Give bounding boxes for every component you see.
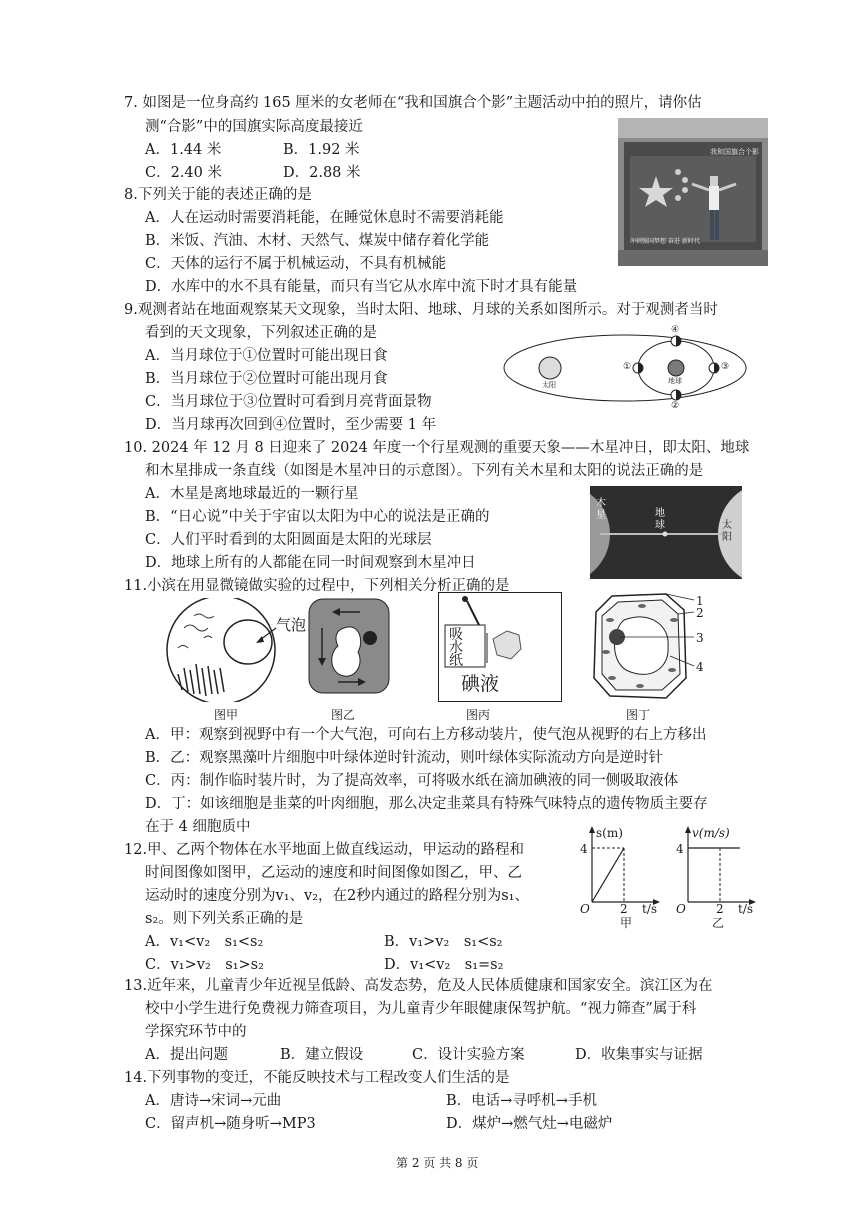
q13-stem-line2: 校中小学生进行免费视力筛查项目，为儿童青少年眼健康保驾护航。“视力筛查”属于科	[145, 1001, 697, 1017]
q14-option-d: D．煤炉→燃气灶→电磁炉	[446, 1116, 613, 1132]
moon-position-2: ②	[671, 401, 680, 411]
q12-stem-line1: 12.甲、乙两个物体在水平地面上做直线运动，甲运动的路程和	[124, 842, 525, 858]
graph-jia-origin: O	[580, 902, 590, 916]
cell-part-1: 1	[696, 594, 704, 608]
q10-stem-line1: 10. 2024 年 12 月 8 日迎来了 2024 年度一个行星观测的重要天象——木星冲日，即太阳、地球	[124, 440, 750, 456]
q14-stem: 14.下列事物的变迁，不能反映技术与工程改变人们生活的是	[124, 1070, 510, 1086]
cell-part-2: 2	[696, 606, 704, 620]
q7-option-c: C．2.40 米	[145, 165, 222, 181]
q11-option-c: C．丙：制作临时装片时，为了提高效率，可将吸水纸在滴加碘液的同一侧吸取液体	[145, 773, 679, 789]
orbit-diagram	[500, 325, 760, 415]
q12-option-a: A．v₁<v₂ s₁<s₂	[145, 934, 264, 950]
photo-caption: 我和国旗合个影	[710, 148, 759, 156]
q10-option-c: C．人们平时看到的太阳圆面是太阳的光球层	[145, 532, 432, 548]
q9-option-b: B．当月球位于②位置时可能出现月食	[145, 371, 388, 387]
image-earth-label: 地球	[655, 508, 665, 531]
q14-option-b: B．电话→寻呼机→手机	[446, 1093, 597, 1109]
q7-stem-line2: 测“合影”中的国旗实际高度最接近	[145, 119, 363, 135]
q8-option-a: A．人在运动时需要消耗能，在睡觉休息时不需要消耗能	[145, 210, 504, 226]
q9-stem-line1: 9.观测者站在地面观察某天文现象，当时太阳、地球、月球的关系如图所示。对于观测者当时	[124, 302, 718, 318]
q13-option-b: B．建立假设	[280, 1047, 364, 1063]
q13-stem-line3: 学探究环节中的	[145, 1024, 247, 1040]
q14-option-c: C．留声机→随身听→MP3	[145, 1116, 316, 1132]
q11-option-b: B．乙：观察黑藻叶片细胞中叶绿体逆时针流动，则叶绿体实际流动方向是逆时针	[145, 750, 664, 766]
q12-stem-line2: 时间图像如图甲，乙运动的速度和时间图像如图乙，甲、乙	[145, 865, 522, 881]
q8-stem: 8.下列关于能的表述正确的是	[124, 187, 312, 203]
jupiter-label: 木星	[596, 498, 606, 521]
q11-option-d-line1: D．丁：如该细胞是韭菜的叶肉细胞，那么决定韭菜具有特殊气味特点的遗传物质主要存	[145, 796, 708, 812]
q9-option-c: C．当月球位于③位置时可看到月亮背面景物	[145, 394, 432, 410]
q12-stem-line3: 运动时的速度分别为v₁、v₂，在2秒内通过的路程分别为s₁、	[145, 888, 529, 904]
graph-yi-xlabel: t/s	[738, 902, 754, 916]
graph-jia-caption: 甲	[620, 916, 633, 930]
page-footer: 第 2 页 共 8 页	[396, 1156, 479, 1170]
graph-yi-caption: 乙	[712, 916, 725, 930]
graph-yi-origin: O	[676, 902, 686, 916]
q10-stem-line2: 和木星排成一条直线（如图是木星冲日的示意图）。下列有关木星和太阳的说法正确的是	[145, 463, 704, 479]
q7-option-a: A．1.44 米	[145, 142, 222, 158]
graph-jia-ylabel: s(m)	[596, 826, 623, 840]
graph-jia-ytick-4: 4	[580, 842, 588, 856]
flag-photo	[618, 118, 768, 266]
q10-option-b: B．“日心说”中关于宇宙以太阳为中心的说法是正确的	[145, 509, 490, 525]
earth-label: 地球	[668, 377, 682, 385]
iodine-label: 碘液	[461, 673, 500, 695]
q11-option-d-line2: 在于 4 细胞质中	[145, 819, 251, 835]
q12-option-c: C．v₁>v₂ s₁>s₂	[145, 957, 264, 973]
q13-option-d: D．收集事实与证据	[575, 1047, 703, 1063]
figure-ding-plant-cell	[590, 590, 710, 702]
graph-jia-xtick-2: 2	[620, 902, 628, 916]
q13-stem-line1: 13.近年来，儿童青少年近视呈低龄、高发态势，危及人民体质健康和国家安全。滨江区为在	[124, 978, 713, 994]
q8-option-c: C．天体的运行不属于机械运动，不具有机械能	[145, 256, 447, 272]
graph-yi-ytick-4: 4	[676, 842, 684, 856]
paper-char-1: 吸	[449, 627, 463, 643]
cell-part-3: 3	[696, 631, 704, 645]
photo-bottom-text: 冲刺强国梦想 奋进 新时代	[630, 238, 700, 245]
figure-jia-microscope-view	[164, 598, 314, 702]
q9-stem-line2: 看到的天文现象，下列叙述正确的是	[145, 325, 377, 341]
sun-label: 太阳	[542, 381, 556, 389]
q7-option-b: B．1.92 米	[283, 142, 360, 158]
q9-option-a: A．当月球位于①位置时可能出现日食	[145, 348, 388, 364]
q10-option-a: A．木星是离地球最近的一颗行星	[145, 486, 359, 502]
graph-jia-xlabel: t/s	[642, 902, 658, 916]
figure-yi-cell	[308, 598, 390, 694]
q8-option-d: D．水库中的水不具有能量，而只有当它从水库中流下时才具有能量	[145, 279, 578, 295]
moon-position-4: ④	[671, 325, 680, 335]
q9-option-d: D．当月球再次回到④位置时，至少需要 1 年	[145, 417, 437, 433]
graph-yi-xtick-2: 2	[716, 902, 724, 916]
q11-option-a: A．甲：观察到视野中有一个大气泡，可向右上方移动装片，使气泡从视野的右上方移出	[145, 727, 707, 743]
q10-option-d: D．地球上所有的人都能在同一时间观察到木星冲日	[145, 555, 476, 571]
q11-stem: 11.小滨在用显微镜做实验的过程中，下列相关分析正确的是	[124, 578, 510, 594]
q14-option-a: A．唐诗→宋词→元曲	[145, 1093, 282, 1109]
q12-option-d: D．v₁<v₂ s₁=s₂	[384, 957, 504, 973]
graph-yi-ylabel: v(m/s)	[692, 826, 730, 840]
paper-char-3: 纸	[449, 653, 463, 669]
moon-position-1: ①	[623, 362, 632, 372]
figure-yi-caption: 图乙	[331, 708, 356, 722]
graph-jia-s-t	[578, 822, 664, 928]
image-sun-label: 太阳	[722, 520, 732, 543]
moon-position-3: ③	[721, 362, 730, 372]
paper-char-2: 水	[449, 640, 463, 656]
figure-ding-caption: 图丁	[626, 708, 651, 722]
bubble-label: 气泡	[276, 616, 307, 634]
q8-option-b: B．米饭、汽油、木材、天然气、煤炭中储存着化学能	[145, 233, 490, 249]
absorbent-paper-label	[449, 629, 465, 668]
q12-stem-line4: s₂。则下列关系正确的是	[145, 911, 304, 927]
figure-bing-caption: 图丙	[466, 708, 491, 722]
figure-jia-caption: 图甲	[214, 708, 239, 722]
cell-part-4: 4	[696, 660, 704, 674]
jupiter-opposition-image	[590, 486, 742, 579]
q7-stem-line1: 7. 如图是一位身高约 165 厘米的女老师在“我和国旗合个影”主题活动中拍的照片，请你估	[124, 95, 702, 111]
graph-yi-v-t	[674, 822, 760, 928]
q7-option-d: D．2.88 米	[283, 165, 361, 181]
figure-bing-slide	[438, 592, 562, 702]
q12-option-b: B．v₁>v₂ s₁<s₂	[384, 934, 503, 950]
q13-option-a: A．提出问题	[145, 1047, 228, 1063]
q13-option-c: C．设计实验方案	[412, 1047, 525, 1063]
